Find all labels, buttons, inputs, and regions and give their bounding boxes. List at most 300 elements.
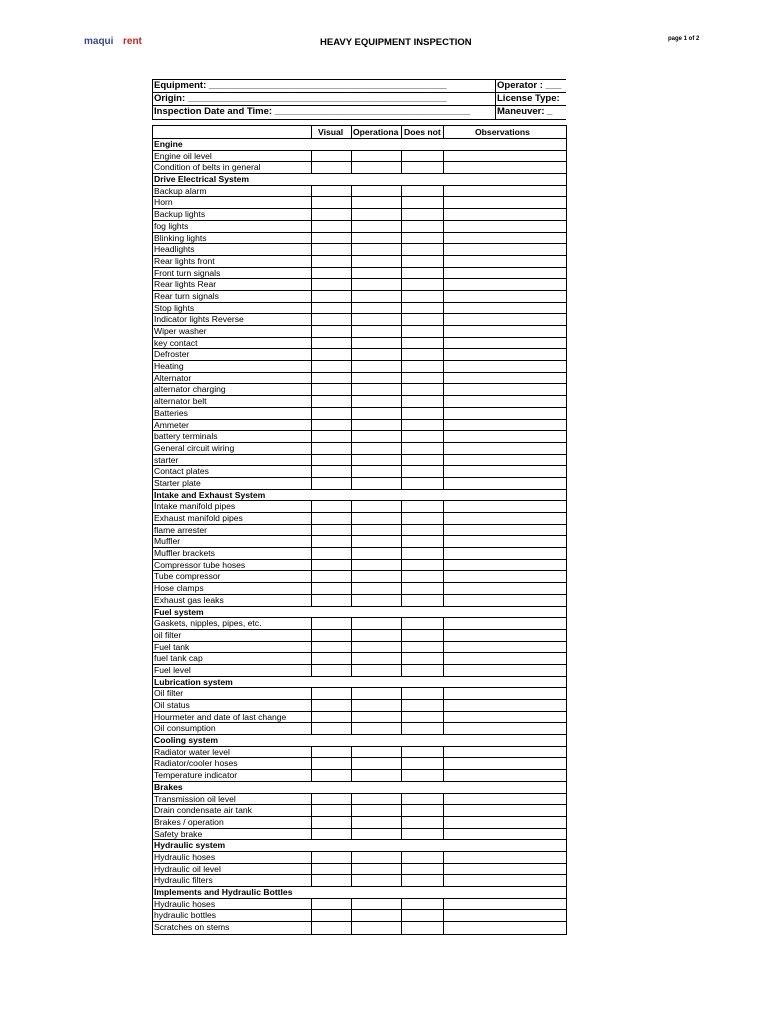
- visual-cell[interactable]: [311, 794, 312, 805]
- observations-cell[interactable]: [443, 338, 444, 349]
- visual-cell[interactable]: [311, 642, 312, 653]
- visual-cell[interactable]: [311, 233, 312, 244]
- table-row: [153, 571, 566, 583]
- visual-cell[interactable]: [311, 864, 312, 875]
- observations-cell[interactable]: [443, 513, 444, 524]
- table-row: [153, 513, 566, 525]
- does-not-cell[interactable]: [401, 910, 402, 921]
- item-label: Blinking lights: [154, 232, 207, 243]
- section-row: [153, 490, 566, 502]
- does-not-cell[interactable]: [401, 209, 402, 220]
- section-heading: Hydraulic system: [154, 840, 226, 851]
- visual-cell[interactable]: [311, 384, 312, 395]
- visual-cell[interactable]: [311, 688, 312, 699]
- does-not-cell[interactable]: [401, 466, 402, 477]
- operational-cell[interactable]: [351, 899, 352, 910]
- visual-cell[interactable]: [311, 910, 312, 921]
- operational-cell[interactable]: [351, 712, 352, 723]
- item-label: Rear lights front: [154, 255, 215, 266]
- item-label: Hydraulic hoses: [154, 851, 216, 862]
- observations-cell[interactable]: [443, 466, 444, 477]
- does-not-cell[interactable]: [401, 805, 402, 816]
- does-not-cell[interactable]: [401, 700, 402, 711]
- operational-cell[interactable]: [351, 758, 352, 769]
- operational-cell[interactable]: [351, 466, 352, 477]
- observations-cell[interactable]: [443, 829, 444, 840]
- does-not-cell[interactable]: [401, 338, 402, 349]
- section-heading: Lubrication system: [154, 676, 233, 687]
- observations-cell[interactable]: [443, 373, 444, 384]
- table-row: [153, 291, 566, 303]
- operational-cell[interactable]: [351, 431, 352, 442]
- table-row: [153, 618, 566, 630]
- does-not-cell[interactable]: [401, 864, 402, 875]
- visual-cell[interactable]: [311, 244, 312, 255]
- operational-cell[interactable]: [351, 794, 352, 805]
- visual-cell[interactable]: [311, 478, 312, 489]
- operational-cell[interactable]: [351, 688, 352, 699]
- observations-cell[interactable]: [443, 583, 444, 594]
- operational-cell[interactable]: [351, 303, 352, 314]
- does-not-cell[interactable]: [401, 256, 402, 267]
- item-label: Front turn signals: [154, 267, 221, 278]
- visual-cell[interactable]: [311, 758, 312, 769]
- operational-cell[interactable]: [351, 268, 352, 279]
- observations-cell[interactable]: [443, 233, 444, 244]
- does-not-cell[interactable]: [401, 197, 402, 208]
- observations-cell[interactable]: [443, 653, 444, 664]
- table-row: [153, 817, 566, 829]
- does-not-cell[interactable]: [401, 279, 402, 290]
- visual-cell[interactable]: [311, 805, 312, 816]
- item-label: Starter plate: [154, 477, 201, 488]
- observations-cell[interactable]: [443, 256, 444, 267]
- visual-cell[interactable]: [311, 396, 312, 407]
- item-label: fuel tank cap: [154, 653, 203, 664]
- does-not-cell[interactable]: [401, 653, 402, 664]
- does-not-cell[interactable]: [401, 303, 402, 314]
- item-label: General circuit wiring: [154, 442, 235, 453]
- observations-cell[interactable]: [443, 186, 444, 197]
- operational-cell[interactable]: [351, 326, 352, 337]
- visual-cell[interactable]: [311, 571, 312, 582]
- table-row: [153, 478, 566, 490]
- visual-cell[interactable]: [311, 513, 312, 524]
- table-row: [153, 338, 566, 350]
- visual-cell[interactable]: [311, 466, 312, 477]
- operational-cell[interactable]: [351, 618, 352, 629]
- observations-cell[interactable]: [443, 314, 444, 325]
- does-not-cell[interactable]: [401, 758, 402, 769]
- does-not-cell[interactable]: [401, 420, 402, 431]
- observations-cell[interactable]: [443, 864, 444, 875]
- table-row: [153, 384, 566, 396]
- observations-cell[interactable]: [443, 431, 444, 442]
- visual-cell[interactable]: [311, 700, 312, 711]
- operational-cell[interactable]: [351, 875, 352, 886]
- brand-logo-right: rent: [123, 36, 142, 47]
- table-row: [153, 665, 566, 677]
- visual-cell[interactable]: [311, 829, 312, 840]
- does-not-cell[interactable]: [401, 513, 402, 524]
- table-row: [153, 899, 566, 911]
- visual-cell[interactable]: [311, 536, 312, 547]
- visual-cell[interactable]: [311, 326, 312, 337]
- operational-cell[interactable]: [351, 233, 352, 244]
- does-not-cell[interactable]: [401, 233, 402, 244]
- observations-cell[interactable]: [443, 560, 444, 571]
- table-row: [153, 408, 566, 420]
- operational-cell[interactable]: [351, 747, 352, 758]
- does-not-cell[interactable]: [401, 408, 402, 419]
- observations-cell[interactable]: [443, 303, 444, 314]
- does-not-cell[interactable]: [401, 162, 402, 173]
- observations-cell[interactable]: [443, 700, 444, 711]
- observations-cell[interactable]: [443, 665, 444, 676]
- observations-cell[interactable]: [443, 221, 444, 232]
- does-not-cell[interactable]: [401, 396, 402, 407]
- item-label: Defroster: [154, 349, 190, 360]
- operational-cell[interactable]: [351, 501, 352, 512]
- observations-cell[interactable]: [443, 899, 444, 910]
- operational-cell[interactable]: [351, 221, 352, 232]
- does-not-cell[interactable]: [401, 723, 402, 734]
- operational-cell[interactable]: [351, 373, 352, 384]
- visual-cell[interactable]: [311, 630, 312, 641]
- operational-cell[interactable]: [351, 396, 352, 407]
- visual-cell[interactable]: [311, 361, 312, 372]
- observations-cell[interactable]: [443, 501, 444, 512]
- operational-cell[interactable]: [351, 244, 352, 255]
- operational-cell[interactable]: [351, 525, 352, 536]
- visual-cell[interactable]: [311, 548, 312, 559]
- visual-cell[interactable]: [311, 875, 312, 886]
- does-not-cell[interactable]: [401, 829, 402, 840]
- operational-cell[interactable]: [351, 151, 352, 162]
- visual-cell[interactable]: [311, 747, 312, 758]
- operational-cell[interactable]: [351, 384, 352, 395]
- table-row: [153, 501, 566, 513]
- item-label: Indicator lights Reverse: [154, 314, 244, 325]
- section-row: [153, 782, 566, 794]
- observations-cell[interactable]: [443, 197, 444, 208]
- does-not-cell[interactable]: [401, 361, 402, 372]
- operational-cell[interactable]: [351, 642, 352, 653]
- observations-cell[interactable]: [443, 396, 444, 407]
- observations-cell[interactable]: [443, 794, 444, 805]
- operational-cell[interactable]: [351, 922, 352, 934]
- operational-cell[interactable]: [351, 560, 352, 571]
- observations-cell[interactable]: [443, 758, 444, 769]
- operational-cell[interactable]: [351, 291, 352, 302]
- operational-cell[interactable]: [351, 197, 352, 208]
- visual-cell[interactable]: [311, 443, 312, 454]
- section-row: [153, 677, 566, 689]
- observations-cell[interactable]: [443, 747, 444, 758]
- operational-cell[interactable]: [351, 548, 352, 559]
- does-not-cell[interactable]: [401, 373, 402, 384]
- does-not-cell[interactable]: [401, 478, 402, 489]
- table-row: [153, 794, 566, 806]
- column-divider: [401, 126, 402, 138]
- operational-cell[interactable]: [351, 864, 352, 875]
- visual-cell[interactable]: [311, 314, 312, 325]
- visual-cell[interactable]: [311, 209, 312, 220]
- table-row: [153, 303, 566, 315]
- does-not-cell[interactable]: [401, 326, 402, 337]
- observations-cell[interactable]: [443, 244, 444, 255]
- item-label: Horn: [154, 197, 173, 208]
- does-not-cell[interactable]: [401, 536, 402, 547]
- operational-cell[interactable]: [351, 314, 352, 325]
- table-row: [153, 852, 566, 864]
- does-not-cell[interactable]: [401, 268, 402, 279]
- item-label: Backup alarm: [154, 185, 207, 196]
- observations-cell[interactable]: [443, 361, 444, 372]
- visual-cell[interactable]: [311, 455, 312, 466]
- operational-cell[interactable]: [351, 665, 352, 676]
- operational-cell[interactable]: [351, 583, 352, 594]
- header-rule: [153, 105, 566, 106]
- item-label: Heating: [154, 361, 184, 372]
- observations-cell[interactable]: [443, 712, 444, 723]
- observations-cell[interactable]: [443, 630, 444, 641]
- does-not-cell[interactable]: [401, 618, 402, 629]
- item-label: Fuel tank: [154, 641, 190, 652]
- visual-cell[interactable]: [311, 922, 312, 934]
- does-not-cell[interactable]: [401, 186, 402, 197]
- operational-cell[interactable]: [351, 338, 352, 349]
- visual-cell[interactable]: [311, 431, 312, 442]
- visual-cell[interactable]: [311, 186, 312, 197]
- item-label: Hydraulic oil level: [154, 863, 221, 874]
- item-label: Gaskets, nipples, pipes, etc.: [154, 618, 262, 629]
- does-not-cell[interactable]: [401, 770, 402, 781]
- does-not-cell[interactable]: [401, 665, 402, 676]
- observations-cell[interactable]: [443, 268, 444, 279]
- operational-cell[interactable]: [351, 209, 352, 220]
- equipment-field[interactable]: Equipment: _____________________________________________: [154, 80, 447, 91]
- does-not-cell[interactable]: [401, 244, 402, 255]
- section-heading: Cooling system: [154, 735, 218, 746]
- table-row: [153, 349, 566, 361]
- visual-cell[interactable]: [311, 303, 312, 314]
- observations-cell[interactable]: [443, 642, 444, 653]
- observations-cell[interactable]: [443, 910, 444, 921]
- section-row: [153, 607, 566, 619]
- does-not-cell[interactable]: [401, 384, 402, 395]
- visual-cell[interactable]: [311, 852, 312, 863]
- operational-cell[interactable]: [351, 420, 352, 431]
- does-not-cell[interactable]: [401, 571, 402, 582]
- license-type-field[interactable]: License Type:: [497, 93, 560, 104]
- visual-cell[interactable]: [311, 291, 312, 302]
- visual-cell[interactable]: [311, 420, 312, 431]
- table-row: [153, 361, 566, 373]
- operational-cell[interactable]: [351, 361, 352, 372]
- visual-cell[interactable]: [311, 162, 312, 173]
- does-not-cell[interactable]: [401, 630, 402, 641]
- visual-cell[interactable]: [311, 817, 312, 828]
- observations-cell[interactable]: [443, 291, 444, 302]
- operational-cell[interactable]: [351, 829, 352, 840]
- does-not-cell[interactable]: [401, 583, 402, 594]
- does-not-cell[interactable]: [401, 852, 402, 863]
- table-row: [153, 373, 566, 385]
- maneuver-field[interactable]: Maneuver: _: [497, 106, 553, 117]
- visual-cell[interactable]: [311, 618, 312, 629]
- visual-cell[interactable]: [311, 256, 312, 267]
- visual-cell[interactable]: [311, 770, 312, 781]
- does-not-cell[interactable]: [401, 712, 402, 723]
- table-row: [153, 186, 566, 198]
- observations-cell[interactable]: [443, 688, 444, 699]
- visual-cell[interactable]: [311, 583, 312, 594]
- item-label: Exhaust gas leaks: [154, 594, 224, 605]
- does-not-cell[interactable]: [401, 443, 402, 454]
- operational-cell[interactable]: [351, 852, 352, 863]
- does-not-cell[interactable]: [401, 314, 402, 325]
- observations-cell[interactable]: [443, 279, 444, 290]
- visual-cell[interactable]: [311, 712, 312, 723]
- visual-cell[interactable]: [311, 221, 312, 232]
- observations-cell[interactable]: [443, 408, 444, 419]
- inspection-checklist-table: [152, 125, 567, 935]
- item-label: Radiator water level: [154, 746, 230, 757]
- operational-cell[interactable]: [351, 443, 352, 454]
- does-not-cell[interactable]: [401, 899, 402, 910]
- operational-cell[interactable]: [351, 408, 352, 419]
- operational-cell[interactable]: [351, 910, 352, 921]
- observations-cell[interactable]: [443, 326, 444, 337]
- observations-cell[interactable]: [443, 548, 444, 559]
- observations-cell[interactable]: [443, 349, 444, 360]
- observations-cell[interactable]: [443, 384, 444, 395]
- operational-cell[interactable]: [351, 817, 352, 828]
- visual-cell[interactable]: [311, 373, 312, 384]
- operational-cell[interactable]: [351, 536, 352, 547]
- does-not-cell[interactable]: [401, 548, 402, 559]
- observations-cell[interactable]: [443, 805, 444, 816]
- observations-cell[interactable]: [443, 162, 444, 173]
- item-label: Muffler brackets: [154, 548, 215, 559]
- does-not-cell[interactable]: [401, 595, 402, 606]
- visual-cell[interactable]: [311, 665, 312, 676]
- visual-cell[interactable]: [311, 501, 312, 512]
- does-not-cell[interactable]: [401, 747, 402, 758]
- operator-field[interactable]: Operator : ___: [497, 80, 562, 91]
- does-not-cell[interactable]: [401, 922, 402, 934]
- visual-cell[interactable]: [311, 408, 312, 419]
- item-label: Tube compressor: [154, 571, 221, 582]
- table-row: [153, 279, 566, 291]
- visual-cell[interactable]: [311, 653, 312, 664]
- visual-cell[interactable]: [311, 595, 312, 606]
- operational-cell[interactable]: [351, 478, 352, 489]
- does-not-cell[interactable]: [401, 221, 402, 232]
- observations-cell[interactable]: [443, 817, 444, 828]
- visual-cell[interactable]: [311, 279, 312, 290]
- operational-cell[interactable]: [351, 805, 352, 816]
- operational-cell[interactable]: [351, 513, 352, 524]
- observations-cell[interactable]: [443, 571, 444, 582]
- operational-cell[interactable]: [351, 349, 352, 360]
- observations-cell[interactable]: [443, 536, 444, 547]
- visual-cell[interactable]: [311, 723, 312, 734]
- table-row: [153, 221, 566, 233]
- observations-cell[interactable]: [443, 852, 444, 863]
- observations-cell[interactable]: [443, 875, 444, 886]
- table-row: [153, 910, 566, 922]
- does-not-cell[interactable]: [401, 642, 402, 653]
- does-not-cell[interactable]: [401, 560, 402, 571]
- does-not-cell[interactable]: [401, 501, 402, 512]
- operational-cell[interactable]: [351, 723, 352, 734]
- column-header-operational: Operationa: [353, 127, 399, 137]
- operational-cell[interactable]: [351, 595, 352, 606]
- operational-cell[interactable]: [351, 653, 352, 664]
- does-not-cell[interactable]: [401, 688, 402, 699]
- observations-cell[interactable]: [443, 595, 444, 606]
- does-not-cell[interactable]: [401, 817, 402, 828]
- observations-cell[interactable]: [443, 770, 444, 781]
- observations-cell[interactable]: [443, 618, 444, 629]
- does-not-cell[interactable]: [401, 875, 402, 886]
- operational-cell[interactable]: [351, 162, 352, 173]
- origin-field[interactable]: Origin: _________________________________________________: [154, 93, 447, 104]
- operational-cell[interactable]: [351, 630, 352, 641]
- operational-cell[interactable]: [351, 571, 352, 582]
- operational-cell[interactable]: [351, 186, 352, 197]
- operational-cell[interactable]: [351, 455, 352, 466]
- observations-cell[interactable]: [443, 478, 444, 489]
- inspection-datetime-field[interactable]: Inspection Date and Time: _____________________________________: [154, 106, 471, 117]
- visual-cell[interactable]: [311, 197, 312, 208]
- observations-cell[interactable]: [443, 525, 444, 536]
- table-row: [153, 864, 566, 876]
- does-not-cell[interactable]: [401, 349, 402, 360]
- does-not-cell[interactable]: [401, 151, 402, 162]
- does-not-cell[interactable]: [401, 431, 402, 442]
- operational-cell[interactable]: [351, 256, 352, 267]
- visual-cell[interactable]: [311, 525, 312, 536]
- visual-cell[interactable]: [311, 899, 312, 910]
- item-label: Brakes / operation: [154, 816, 224, 827]
- observations-cell[interactable]: [443, 455, 444, 466]
- observations-cell[interactable]: [443, 151, 444, 162]
- operational-cell[interactable]: [351, 770, 352, 781]
- table-row: [153, 548, 566, 560]
- observations-cell[interactable]: [443, 723, 444, 734]
- operational-cell[interactable]: [351, 279, 352, 290]
- does-not-cell[interactable]: [401, 291, 402, 302]
- does-not-cell[interactable]: [401, 525, 402, 536]
- observations-cell[interactable]: [443, 443, 444, 454]
- section-row: [153, 735, 566, 747]
- visual-cell[interactable]: [311, 268, 312, 279]
- operational-cell[interactable]: [351, 700, 352, 711]
- visual-cell[interactable]: [311, 349, 312, 360]
- does-not-cell[interactable]: [401, 794, 402, 805]
- visual-cell[interactable]: [311, 151, 312, 162]
- observations-cell[interactable]: [443, 420, 444, 431]
- visual-cell[interactable]: [311, 560, 312, 571]
- observations-cell[interactable]: [443, 209, 444, 220]
- visual-cell[interactable]: [311, 338, 312, 349]
- does-not-cell[interactable]: [401, 455, 402, 466]
- section-row: [153, 174, 566, 186]
- observations-cell[interactable]: [443, 922, 444, 934]
